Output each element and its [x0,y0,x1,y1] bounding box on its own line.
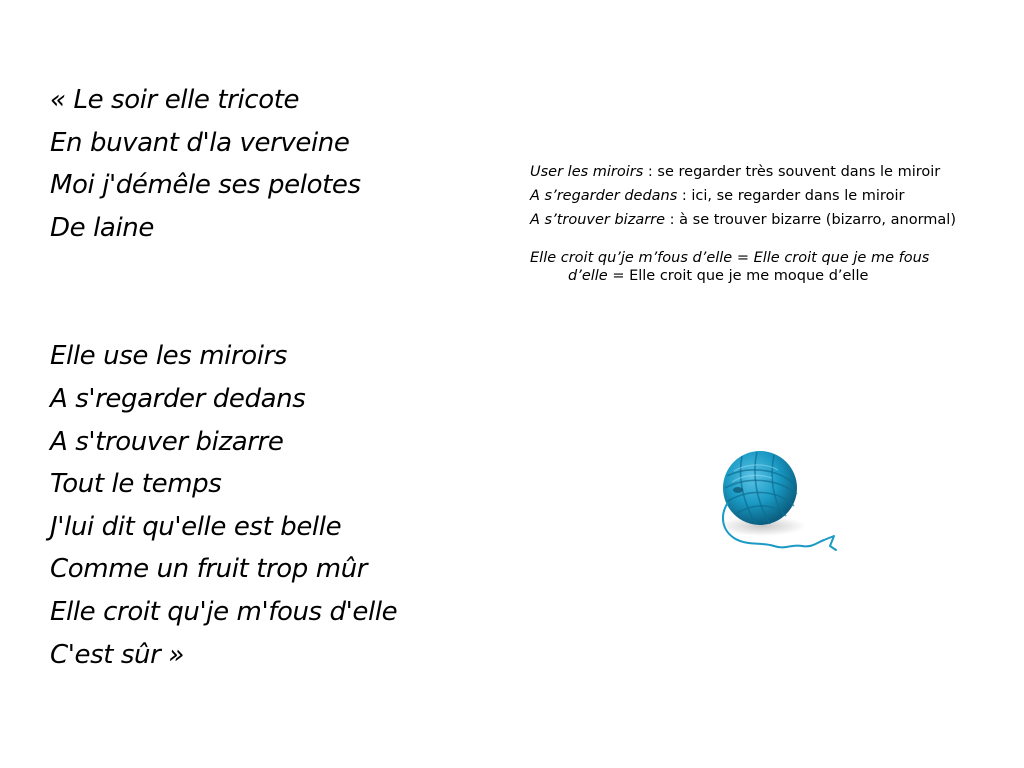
glossary-entry [530,211,970,229]
song-lyrics [50,79,490,676]
glossary-entry [530,249,970,285]
lyric-line: C'est sûr » [50,639,184,670]
stanza-break [50,249,490,335]
lyric-line: Elle use les miroirs [50,341,288,372]
lyric-line: Elle croit qu'je m'fous d'elle [50,596,398,627]
glossary-entry [530,163,970,181]
lyric-line: A s'regarder dedans [50,383,306,414]
lyric-line: De laine [50,212,154,243]
glossary-entry [530,187,970,205]
lyric-line: Moi j'démêle ses pelotes [50,170,361,201]
lyric-line: J'lui dit qu'elle est belle [50,511,342,542]
glossary-definition: : ici, se regarder dans le miroir [677,188,905,204]
glossary-definition: = Elle croit que je me moque d’elle [607,268,869,284]
lyric-line: En buvant d'la verveine [50,127,350,158]
vocabulary-glossary [530,163,970,291]
glossary-definition: : à se trouver bizarre (bizarro, anormal) [665,212,956,228]
glossary-term: A s’regarder dedans [530,188,678,204]
glossary-definition: : se regarder très souvent dans le miroir [643,164,941,180]
lyric-line: Comme un fruit trop mûr [50,554,368,585]
lyric-line: « Le soir elle tricote [50,85,300,115]
glossary-term: Elle croit qu’je m’fous d’elle = Elle croit que je me fous d’elle [530,250,930,284]
ball-of-yarn-icon [712,446,842,576]
glossary-term: A s’trouver bizarre [530,212,666,228]
glossary-term: User les miroirs [530,164,644,180]
lyric-line: A s'trouver bizarre [50,426,284,457]
lyric-line: Tout le temps [50,469,222,500]
